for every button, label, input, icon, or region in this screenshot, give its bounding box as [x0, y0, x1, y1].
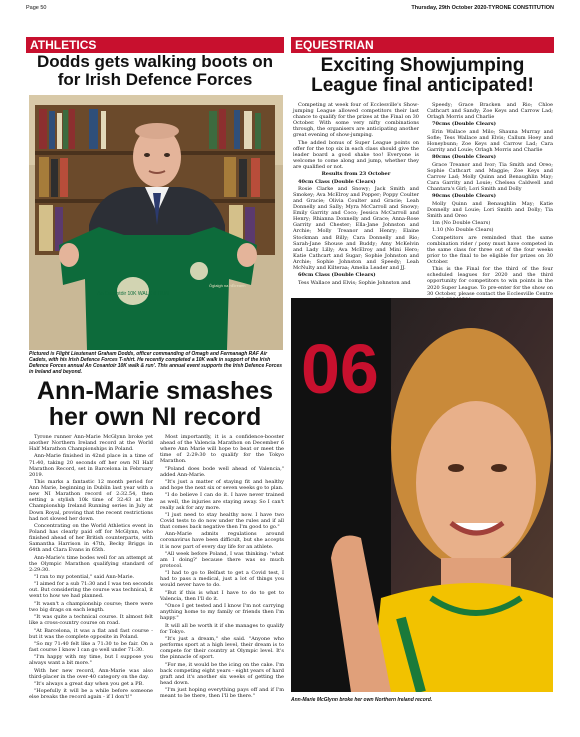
- paragraph: "For me, it would be the icing on the cake. I'm back competing eight years - eight years of hard graft and it's another six weeks of getting the head down.: [160, 661, 284, 686]
- paragraph: Erin Wallace and Milo; Shauna Murray and Sofie; Tess Wallace and Elvis; Callum Hoey and Honeybunn; Zoe Keys and Carrow Lad; Cara Garrity and Louie; Orlagh Morris and Charlie: [427, 128, 553, 154]
- paragraph: "I ran to my potential," said Ann-Marie.: [34, 574, 135, 580]
- paragraph: This marks a fantastic 12 month period for Ann Marie, beginning in Dublin last year with a new NI Marathon record of 2:32.54, then setting a stylish 10k time of 32:43 at the Championship Ireland Running series in July at Down Royal, proving that the recent restrictions had not slowed her down.: [29, 479, 153, 522]
- paragraph: 1m (No Double Clears): [432, 220, 491, 226]
- results-subhead: Results from 23 October: [321, 171, 391, 178]
- paragraph: The added bonus of Super League points on offer for the top six in each class should give the leader board a good shake too! Everyone is welcome to come along and jump, whether they are qualified or not.: [293, 139, 419, 171]
- paragraph: "It's just a dream," she said. "Anyone who performs sport at a high level, their dream is to compete for their country at Olympic level. It's the pinnacle of sport.: [160, 635, 284, 661]
- paragraph: "All week before Poland, I was thinking: 'what am I doing?' because there was so much protocol.: [160, 550, 284, 569]
- paragraph: Ann-Marie finished in 42nd place in a time of 71:40, taking 20 seconds off her own NI Half Marathon Record, set in Barcelona in February 2019.: [29, 453, 153, 478]
- paragraph: "I'm happy with my time, but I suppose you always want a bit more.": [29, 654, 153, 667]
- paragraph: "It was quite a technical course. It almost felt like a cross-country course on road.: [29, 614, 153, 627]
- paragraph: Concentrating on the World Athletics event in Poland has clearly paid off for McGlynn, who finished ahead of her British counterparts, with Samantha Harrison in 47th, Becky Briggs in 64th and Clara Evans in 65th.: [29, 522, 153, 554]
- shirt-print-text: An Cosantóir 10K WALK & RUN: [97, 291, 169, 297]
- class-heading: 40cm Class (Double Clears): [298, 178, 376, 185]
- paragraph: "I'm just hoping everything pays off and if I'm meant to be there, then I'll be there.": [160, 687, 284, 700]
- paragraph: Competing at week four of Ecclesville's Show-jumping League allowed competitors their last chance to qualify for the prizes at the Final on 30 October. With some very nifty combinations through, the organisers are anticipating another great evening of show-jumping.: [293, 102, 419, 139]
- paragraph: Molly Quinn and Benaughlin May; Katie Donnelly and Louie; Lori Smith and Dolly; Tia Smith and Oreo: [427, 200, 553, 219]
- dodds-caption: Pictured is Flight Lieutenant Graham Dodds, officer commanding of Omagh and Fermanagh RAF Air Cadets, with his Irish Defence Forces T-shirt. He recently completed a 10K walk in support of the Irish Defence Forces annual An Cosantoir 10K walk & run'. This annual event supports the Irish Defence Forces in Ireland and beyond.: [29, 351, 283, 375]
- paragraph: Ann-Marie admits regulations around coronavirus have been difficult, but she accepts it is now part of every day life for an athlete.: [160, 531, 284, 550]
- paragraph: It will all be worth it if she manages to qualify for Tokyo.: [160, 622, 284, 635]
- paragraph: "At Barcelona, it was a flat and fast course - but it was the complete opposite in Poland.: [29, 627, 153, 640]
- showjumping-column-1: [293, 102, 419, 287]
- section-label: EQUESTRIAN: [295, 38, 374, 52]
- paragraph: Tess Wallace and Elvis; Sophie Johnston and: [298, 279, 411, 286]
- paragraph: "Hopefully it will be a while before someone else breaks the record again - if I don't!": [29, 688, 153, 701]
- annmarie-column-2: [160, 434, 284, 700]
- page-number: Page 50: [26, 5, 47, 11]
- class-heading: 90cms (Double Clears): [432, 193, 496, 200]
- paragraph: Most importantly, it is a confidence-booster ahead of the Valencia Marathon on December 6 where Ann Marie will hope to beat or meet the time of 2:29:30 to qualify for the Tokyo Marathon.: [160, 434, 284, 465]
- paragraph: "I do believe I can do it. I have never trained as well, the injuries are staying away. So I can't really ask for any more.: [160, 492, 284, 511]
- paragraph: Tyrone runner Ann-Marie McGlynn broke yet another Northern Ireland record at the World Half Marathon Championships in Poland.: [29, 434, 153, 453]
- paragraph: 1.10 (No Double Clears): [432, 227, 494, 234]
- paragraph: "Poland does bode well ahead of Valencia," added Ann-Marie.: [160, 465, 284, 478]
- paragraph: Ann-Marie's time bodes well for an attempt at the Olympic Marathon qualifying standard of 2:29:30.: [29, 554, 153, 573]
- dodds-photo: [29, 95, 283, 350]
- showjumping-headline: Exciting Showjumping League final anticipated!: [311, 55, 534, 96]
- paragraph: "I aimed for a sub 71:30 and I was ten seconds out. But considering the course was technical, it went to how we had planned.: [29, 581, 153, 600]
- shirt-badge-text: Óglaigh na hÉireann: [209, 283, 246, 288]
- class-heading: 80cms (Double Clears): [432, 154, 496, 161]
- annmarie-caption: Ann-Marie McGlynn broke her own Northern Ireland record.: [291, 697, 433, 703]
- paragraph: Speedy; Grace Bracken and Rio; Chloe Cathcart and Sandy; Zoe Keys and Carrow Lad; Orlagh Morris and Charlie: [427, 102, 553, 121]
- paragraph: "But if this is what I have to do to get to Valencia, then I'll do it.: [160, 589, 284, 602]
- paragraph: "I just need to stay healthy now. I have two Covid tests to do now under the rules and if all that comes back negative then I'm good to go.": [160, 511, 284, 531]
- section-bar-athletics: [26, 37, 284, 53]
- section-bar-equestrian: [291, 37, 554, 53]
- annmarie-photo: [291, 298, 553, 692]
- section-label: ATHLETICS: [30, 38, 97, 52]
- paragraph: "I had to go to Belfast to get a Covid test, I had to pass a medical, just a lot of things you would never have to do.: [160, 570, 284, 589]
- annmarie-photo-art: [291, 298, 553, 692]
- paragraph: "Once I get tested and I know I'm not carrying anything home to my family or friends then I'm happy.": [160, 603, 284, 622]
- annmarie-headline: Ann-Marie smashes her own NI record: [36, 377, 274, 432]
- paragraph: "So my 71:40 felt like a 71:30 to be fair. On a fast course I know I can go well under 71:30.: [29, 640, 153, 653]
- dodds-photo-art: [29, 95, 283, 350]
- page-header: [26, 5, 554, 14]
- bib-number: 06: [301, 330, 379, 408]
- class-heading: 70cms (Double Clears): [432, 121, 496, 128]
- paragraph: Grace Treanor and Ivor; Tia Smith and Oreo; Sophie Cathcart and Maggie; Zoe Keys and Carrow Lad; Molly Quinn and Benaughlin May; Cara Garrity and Louie; Chelsea Caldwell and Chantara's Girl; Lori Smith and Dolly: [427, 161, 553, 192]
- paragraph: "It's just a matter of staying fit and healthy and hope the next six or seven weeks go to plan.: [160, 479, 284, 492]
- paragraph: This is the Final for the third of the four scheduled leagues for 2020 and the third opportunity for competitors to win points in the 2020 Super League. To pre-enter for the show on 30 October, please contact the Ecclesville Centre: [427, 266, 553, 297]
- showjumping-column-2: [427, 102, 553, 304]
- class-heading: 60cm Class (Double Clears): [298, 272, 376, 279]
- dateline: Thursday, 29th October 2020-TYRONE CONSTITUTION: [411, 5, 554, 11]
- paragraph: "It's always a great day when you get a PB.: [34, 681, 144, 687]
- paragraph: Competitors are reminded that the same combination rider / pony must have competed in the same class for three out of the four weeks prior to the final to be eligible for prizes on 30 October.: [427, 234, 553, 265]
- paragraph: "It wasn't a championship course; there were two big drags on each length.: [29, 600, 153, 613]
- annmarie-column-1: [29, 434, 153, 702]
- dodds-headline: Dodds gets walking boots on for Irish Defence Forces: [36, 52, 274, 89]
- paragraph: With her new record, Ann-Marie was also third-placer in the over-40 category on the day.: [29, 667, 153, 680]
- paragraph: Rosie Clarke and Snowy; Jack Smith and Smokey; Ava McElroy and Popper; Poppy Coulter and Gracie; Olivia Coulter and Gracie; Leah Donnelly and Sally; Myra McCarroll and Snowy; Emily Garrity and Coco; Jessica McCarroll and Henry; Rhianna Donnelly and Grace; Anna-Rose Garrity and Chester; Ella-Jane Johnston and Archie; Molly Treanor and Henry; Elaine Stockman and Billy; Cara Donnelly and Rio; Sarah-Jane Shouse and Buddy; Amy McKelvin and Lady Lilly; Ava McElroy and Mini Hero; Katie Cathcart and Sugar; Sophie Johnston and Archie; Sophie Johnston and Speedy; Leah McNulty and Kilteraa; Amelia Leader and JJ.: [293, 185, 419, 271]
